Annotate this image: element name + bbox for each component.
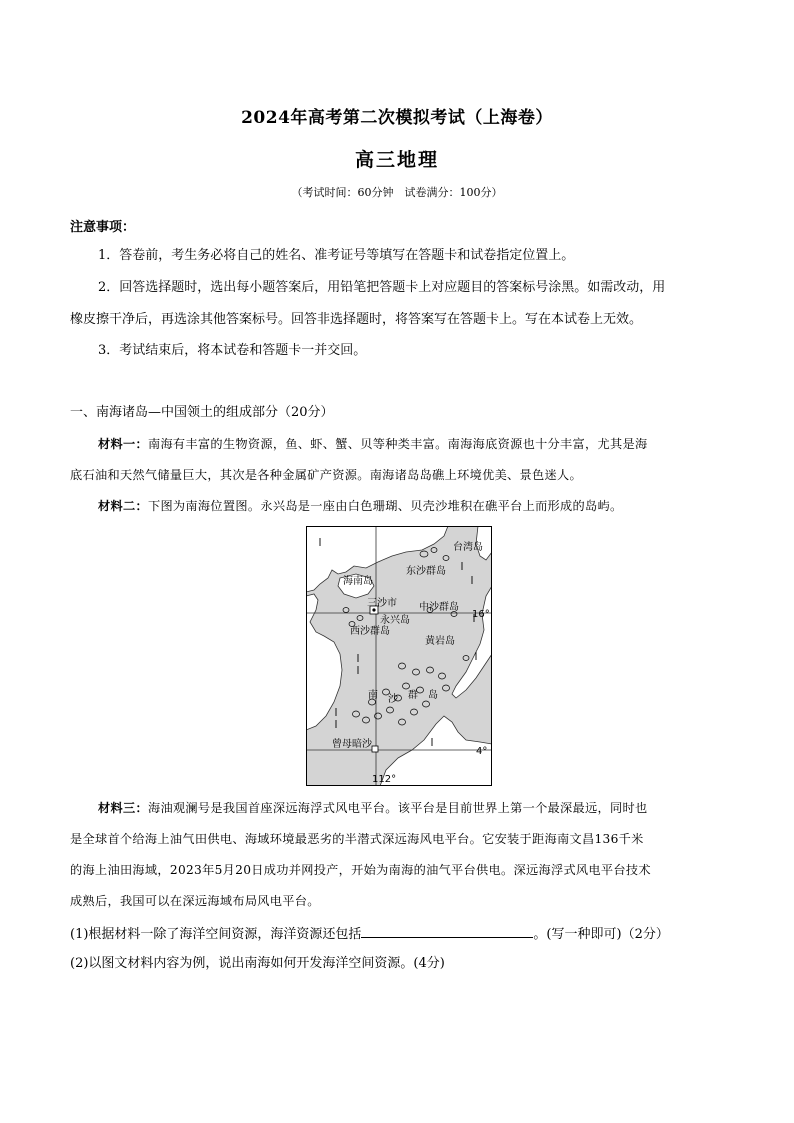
label-nansha-1: 南 — [368, 690, 378, 701]
label-dongsha: 东沙群岛 — [406, 566, 446, 577]
material-2-label: 材料二： — [98, 499, 148, 513]
material-3-label: 材料三： — [98, 801, 148, 815]
notice-item-3: 3．考试结束后，将本试卷和答题卡一并交回。 — [98, 343, 367, 358]
material-1-label: 材料一： — [98, 437, 148, 451]
material-3-line-2: 是全球首个给海上油气田供电、海域环境最恶劣的半潜式深远海风电平台。它安装于距海南文昌136千米 — [70, 832, 644, 846]
label-nansha-4: 岛 — [428, 690, 438, 701]
label-nansha-3: 群 — [408, 690, 418, 701]
notice-item-1: 1．答卷前，考生务必将自己的姓名、准考证号等填写在答题卡和试卷指定位置上。 — [98, 248, 575, 263]
material-3-line-1 — [98, 800, 647, 816]
label-nansha-2: 沙 — [388, 694, 398, 705]
exam-title: 2024年高考第二次模拟考试（上海卷） — [241, 108, 553, 128]
label-hainan: 海南岛 — [343, 576, 373, 587]
exam-subject: 高三地理 — [354, 149, 439, 171]
zengmu-marker — [372, 746, 378, 752]
material-2-text: 下图为南海位置图。永兴岛是一座由白色珊瑚、贝壳沙堆积在礁平台上而形成的岛屿。 — [147, 499, 623, 513]
label-lat-4: 4° — [476, 746, 488, 757]
notice-item-2-cont: 橡皮擦干净后，再选涂其他答案标号。回答非选择题时，将答案写在答题卡上。写在本试卷上无效。 — [70, 312, 643, 327]
question-1 — [70, 925, 669, 943]
question-2: (2)以图文材料内容为例，说出南海如何开发海洋空间资源。(4分) — [70, 956, 445, 971]
south-china-sea-map — [306, 526, 492, 786]
label-lon-112: 112° — [372, 774, 397, 785]
label-yongxing: 永兴岛 — [380, 615, 410, 626]
label-zengmu: 曾母暗沙 — [332, 739, 372, 750]
material-3-line-4: 成熟后，我国可以在深远海域布局风电平台。 — [70, 894, 320, 908]
notice-heading: 注意事项： — [70, 220, 136, 235]
material-1-text: 南海有丰富的生物资源，鱼、虾、蟹、贝等种类丰富。南海海底资源也十分丰富，尤其是海 — [147, 437, 648, 451]
label-xisha: 西沙群岛 — [350, 626, 390, 637]
label-sansha: 三沙市 — [367, 598, 397, 609]
section-heading: 一、南海诸岛—中国领土的组成部分（20分） — [70, 405, 334, 420]
material-1-line-2: 底石油和天然气储量巨大，其次是各种金属矿产资源。南海诸岛岛礁上环境优美、景色迷人。 — [70, 468, 582, 482]
notice-item-2: 2．回答选择题时，选出每小题答案后，用铅笔把答题卡上对应题目的答案标号涂黑。如需改动，用 — [98, 280, 666, 295]
label-zhongsha: 中沙群岛 — [419, 602, 459, 613]
question-1-text: (1)根据材料一除了海洋空间资源，海洋资源还包括 — [70, 927, 362, 942]
label-huangyan: 黄岩岛 — [425, 636, 455, 647]
material-3-line-3: 的海上油田海域，2023年5月20日成功并网投产，开始为南海的油气平台供电。深远海浮式风电平台技术 — [70, 863, 651, 877]
label-lat-16: 16° — [472, 609, 490, 620]
material-2-line — [98, 498, 622, 514]
question-1-answer-blank[interactable] — [361, 925, 533, 938]
label-taiwan: 台湾岛 — [453, 542, 483, 553]
question-1-suffix: 。(写一种即可)（2分） — [533, 927, 669, 942]
material-3-text: 海油观澜号是我国首座深远海浮式风电平台。该平台是目前世界上第一个最深最远，同时也 — [147, 801, 648, 815]
exam-info: （考试时间：60分钟 试卷满分：100分） — [291, 186, 503, 199]
material-1-line-1 — [98, 436, 647, 452]
